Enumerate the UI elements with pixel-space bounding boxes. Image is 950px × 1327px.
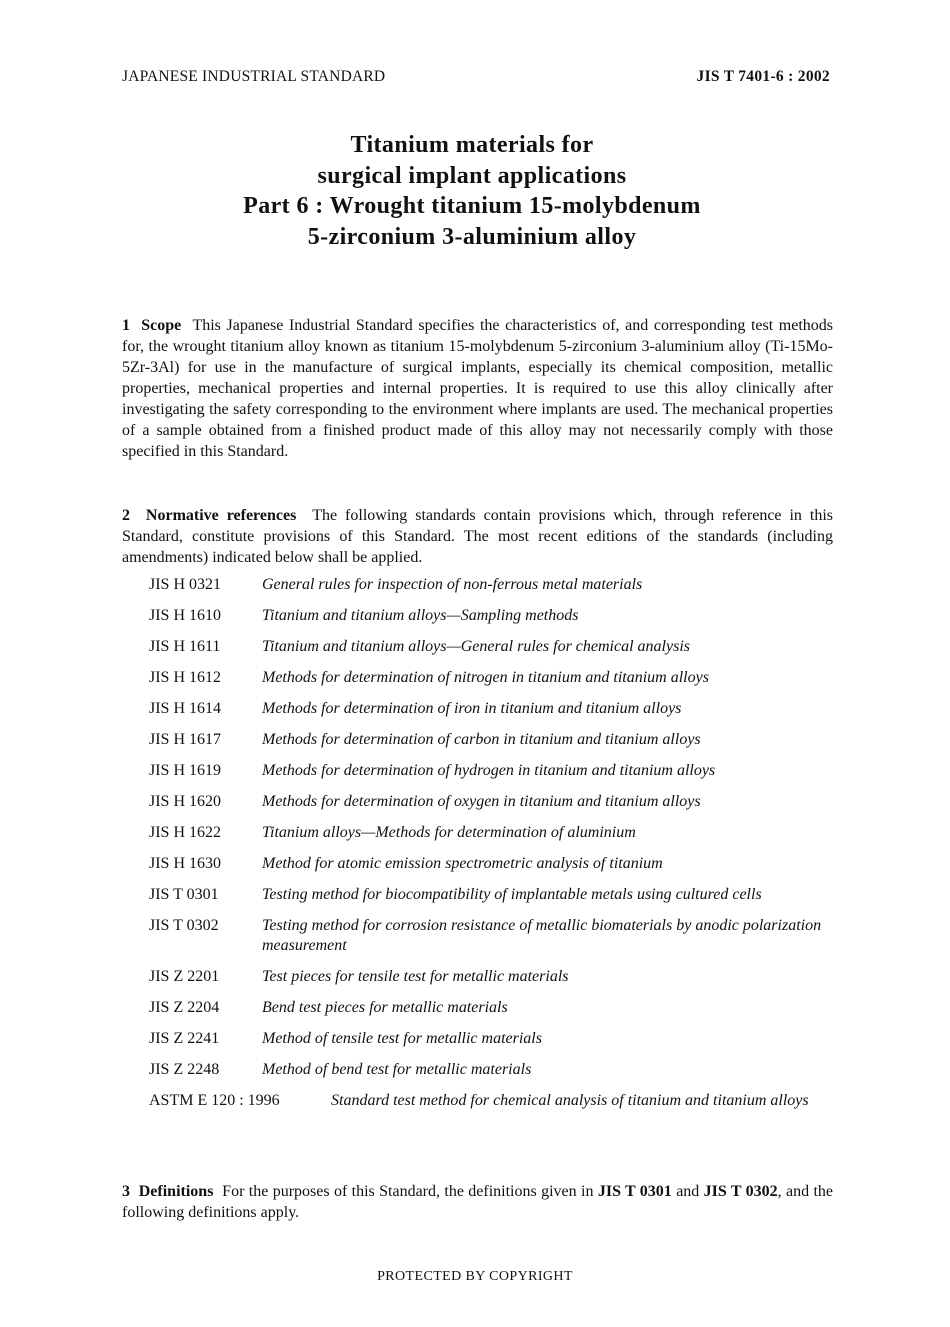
reference-code: JIS H 1612	[149, 669, 222, 686]
section-number: 3	[122, 1183, 130, 1200]
reference-code: JIS H 1622	[149, 824, 222, 841]
reference-title: Methods for determination of carbon in titanium and titanium alloys	[262, 731, 701, 748]
section-heading: Scope	[141, 317, 182, 334]
reference-title: Method for atomic emission spectrometric analysis of titanium	[262, 855, 663, 872]
reference-item	[149, 761, 839, 781]
section-heading: Definitions	[138, 1183, 214, 1200]
reference-item	[149, 1029, 839, 1049]
reference-code: JIS H 1620	[149, 793, 222, 810]
reference-code: JIS T 0301	[597, 1183, 672, 1200]
section-body: , and the following definitions apply.	[122, 1183, 834, 1221]
reference-item	[149, 637, 839, 657]
reference-code: JIS T 0301	[149, 886, 219, 903]
section-body: The following standards contain provisions which, through reference in this Standard, constitute provisions of this Standard. The most recent editions of the standards (including amendments) indicated below shall be applied.	[122, 507, 834, 566]
title-line-1: Titanium materials for	[350, 132, 594, 158]
reference-code: JIS T 0302	[703, 1183, 778, 1200]
reference-code: ASTM E 120 : 1996	[149, 1092, 280, 1109]
reference-title: Method of tensile test for metallic materials	[262, 1030, 542, 1047]
reference-title: Titanium and titanium alloys—General rules for chemical analysis	[262, 638, 690, 655]
section-number: 1	[122, 317, 130, 334]
reference-item	[149, 1060, 839, 1080]
reference-item	[149, 885, 839, 905]
section-scope	[122, 315, 833, 462]
reference-code: JIS Z 2248	[149, 1061, 220, 1078]
header-standard-number: JIS T 7401-6 : 2002	[696, 68, 830, 85]
reference-code: JIS H 0321	[149, 576, 222, 593]
reference-code: JIS H 1611	[149, 638, 221, 655]
reference-title: Methods for determination of nitrogen in titanium and titanium alloys	[262, 669, 709, 686]
reference-code: JIS H 1610	[149, 607, 222, 624]
reference-item	[149, 606, 839, 626]
reference-title: General rules for inspection of non-ferrous metal materials	[262, 576, 643, 593]
reference-item	[149, 998, 839, 1018]
reference-list	[149, 575, 839, 1122]
reference-item	[149, 967, 839, 987]
reference-item	[149, 792, 839, 812]
section-body: For the purposes of this Standard, the definitions given in	[222, 1183, 594, 1200]
title-line-3: Part 6 : Wrought titanium 15-molybdenum	[243, 193, 701, 219]
reference-code: JIS H 1619	[149, 762, 222, 779]
section-normative-references	[122, 505, 833, 568]
header-standard-name: JAPANESE INDUSTRIAL STANDARD	[122, 68, 386, 85]
section-number: 2	[122, 507, 130, 524]
reference-title: Titanium and titanium alloys—Sampling methods	[262, 607, 579, 624]
copyright-footer: PROTECTED BY COPYRIGHT	[377, 1269, 573, 1284]
document-title	[0, 130, 950, 252]
title-line-2: surgical implant applications	[317, 162, 627, 189]
reference-code: JIS H 1617	[149, 731, 222, 748]
section-heading: Normative references	[145, 507, 297, 524]
title-line-4: 5-zirconium 3-aluminium alloy	[307, 223, 637, 250]
reference-title: Test pieces for tensile test for metallic materials	[262, 968, 569, 985]
reference-title: Titanium alloys—Methods for determination of aluminium	[262, 824, 636, 841]
reference-item	[149, 916, 839, 956]
section-definitions	[122, 1181, 833, 1223]
reference-title: Testing method for corrosion resistance of metallic biomaterials by anodic polarization measurement	[262, 917, 822, 954]
reference-item	[149, 730, 839, 750]
reference-item	[149, 1091, 839, 1111]
reference-title: Testing method for biocompatibility of implantable metals using cultured cells	[262, 886, 762, 903]
section-body: and	[676, 1183, 700, 1200]
reference-title: Methods for determination of hydrogen in titanium and titanium alloys	[262, 762, 716, 779]
reference-code: JIS H 1630	[149, 855, 222, 872]
section-body: This Japanese Industrial Standard specifies the characteristics of, and corresponding test methods for, the wrought titanium alloy known as titanium 15-molybdenum 5-zirconium 3-aluminium alloy (Ti-15Mo-5Zr-3Al) for use in the manufacture of surgical implants, especially its chemical composition, metallic properties, mechanical properties and internal properties. It is required to use this alloy clinically after investigating the safety corresponding to the environment where implants are used. The mechanical properties of a sample obtained from a finished product made of this alloy may not necessarily comply with those specified in this Standard.	[122, 317, 834, 460]
reference-title: Methods for determination of oxygen in titanium and titanium alloys	[262, 793, 701, 810]
reference-item	[149, 575, 839, 595]
reference-item	[149, 699, 839, 719]
reference-title: Method of bend test for metallic materials	[262, 1061, 532, 1078]
reference-code: JIS Z 2204	[149, 999, 220, 1016]
reference-item	[149, 668, 839, 688]
reference-item	[149, 823, 839, 843]
reference-code: JIS H 1614	[149, 700, 222, 717]
reference-item	[149, 854, 839, 874]
reference-code: JIS Z 2241	[149, 1030, 220, 1047]
reference-title: Bend test pieces for metallic materials	[262, 999, 508, 1016]
reference-title: Standard test method for chemical analysis of titanium and titanium alloys	[331, 1092, 809, 1109]
reference-code: JIS T 0302	[149, 917, 219, 934]
reference-code: JIS Z 2201	[149, 968, 220, 985]
reference-title: Methods for determination of iron in titanium and titanium alloys	[262, 700, 682, 717]
